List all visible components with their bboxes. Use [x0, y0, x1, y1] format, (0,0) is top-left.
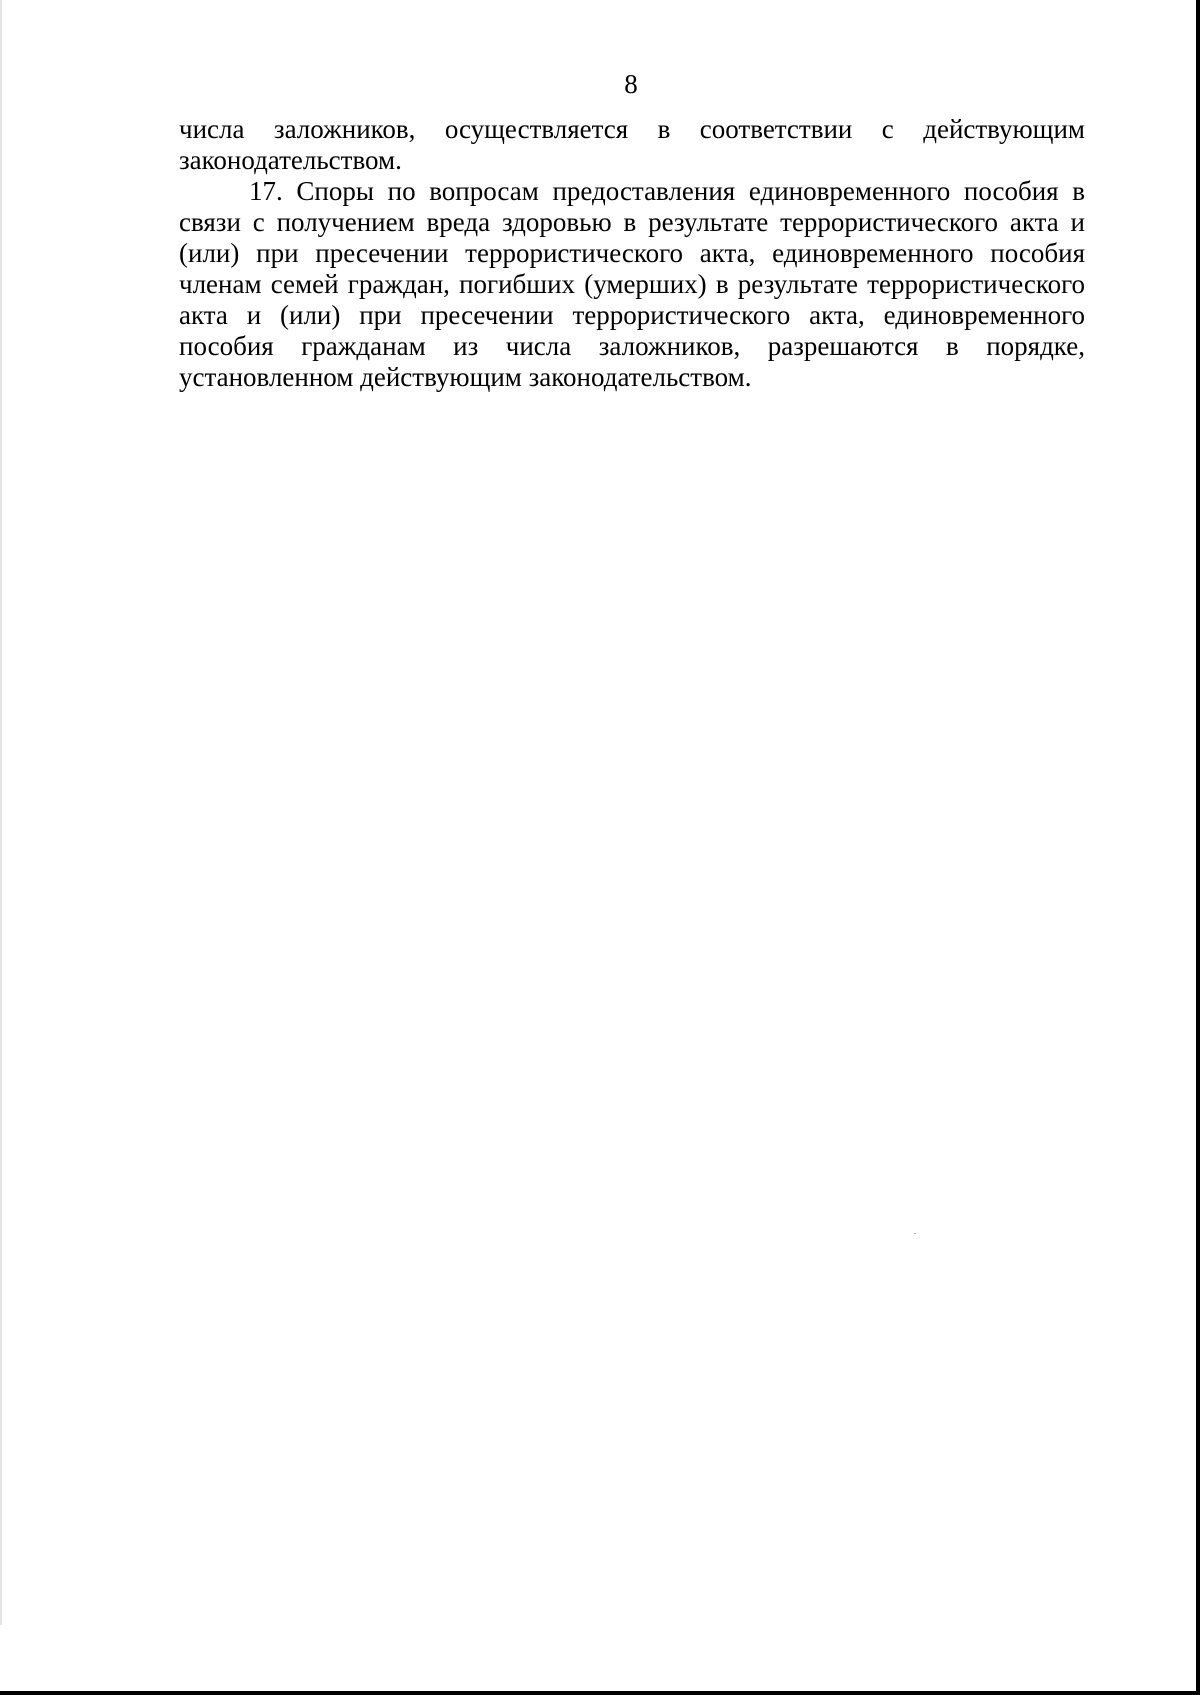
text-line: законодательством. — [179, 145, 402, 175]
text-line: акта и (или) при пресечении террористического акта, единовременного — [179, 300, 1085, 330]
scan-right-border — [1196, 0, 1200, 1695]
page-number: 8 — [624, 69, 638, 99]
text-line: связи с получением вреда здоровью в результате террористического акта и — [179, 207, 1085, 237]
text-line: пособия гражданам из числа заложников, разрешаются в порядке, — [179, 331, 1085, 361]
scan-speck — [914, 1233, 916, 1234]
text-line: (или) при пресечении террористического акта, единовременного пособия — [179, 238, 1085, 268]
text-line: членам семей граждан, погибших (умерших) в результате террористического — [179, 269, 1085, 299]
text-line: числа заложников, осуществляется в соответствии с действующим — [179, 114, 1085, 144]
scan-bottom-border — [0, 1691, 1200, 1695]
scan-left-edge — [0, 0, 2, 1625]
text-line: установленном действующим законодательством. — [179, 362, 752, 392]
document-body — [179, 114, 1085, 393]
paragraph-17-first-line: 17. Споры по вопросам предоставления единовременного пособия в — [249, 176, 1085, 206]
